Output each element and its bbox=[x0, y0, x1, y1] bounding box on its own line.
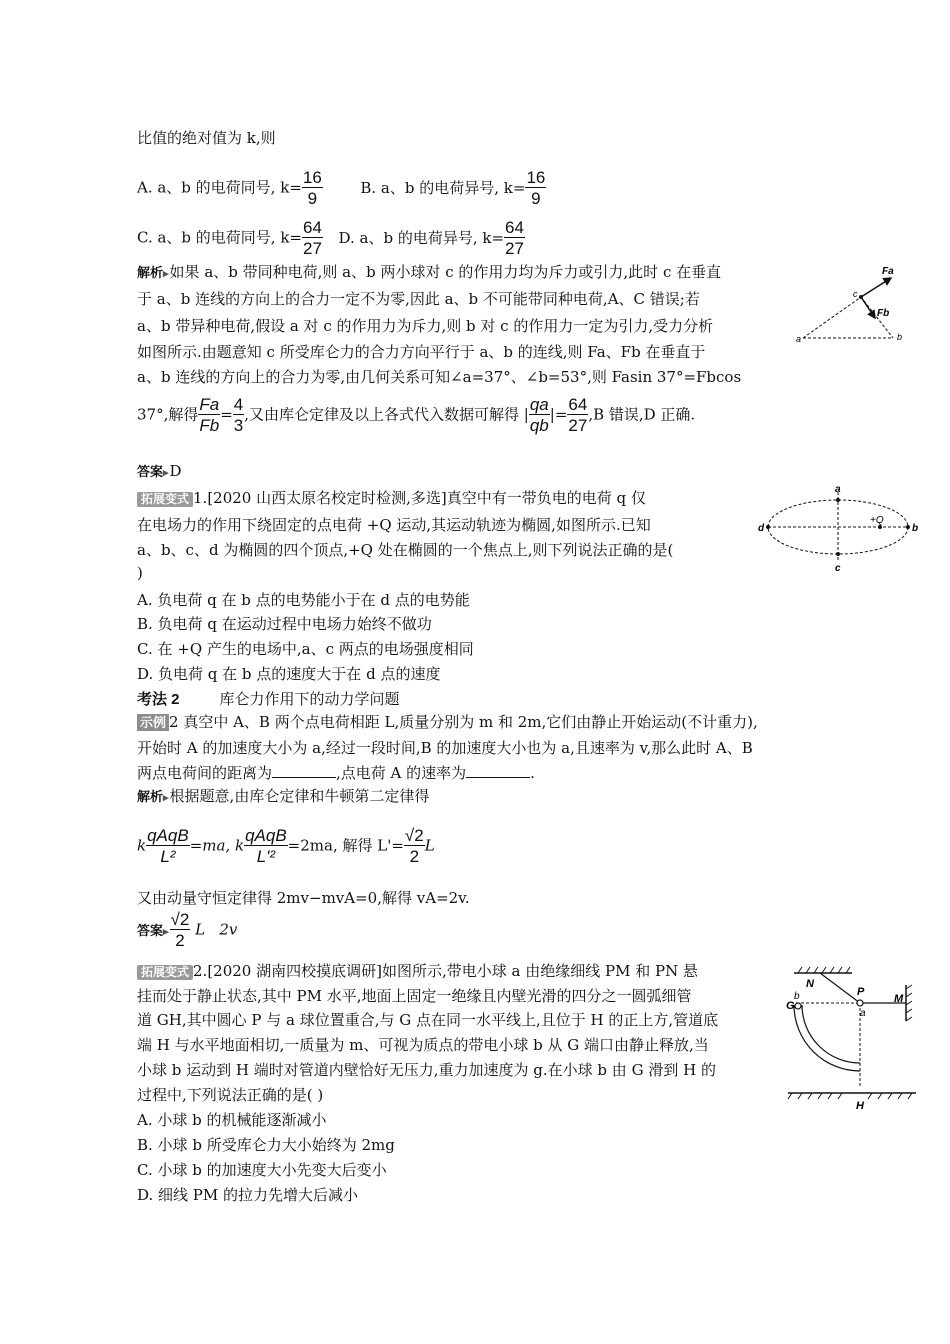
q1-option-d: D. 负电荷 q 在 b 点的速度大于在 d 点的速度 bbox=[137, 665, 441, 683]
point-a bbox=[836, 498, 840, 502]
analysis1-line2: 于 a、b 连线的方向上的合力一定不为零,因此 a、b 不可能带同种电荷,A、C 错误;若 bbox=[137, 290, 700, 308]
force-diagram bbox=[795, 262, 915, 346]
analysis1-line4: 如图所示.由题意知 c 所受库仑力的合力方向平行于 a、b 的连线,则 Fa、Fb 在垂直于 bbox=[137, 343, 706, 361]
pipe-inner bbox=[802, 1005, 860, 1063]
b-label: b bbox=[897, 332, 903, 342]
label-a: a bbox=[835, 484, 841, 495]
point-d bbox=[766, 525, 770, 529]
option-c: C. a、b 的电荷同号, k= $\frac{64}{27}$ D. a、b 的电荷异号, k= $\frac{64}{27}$ bbox=[137, 218, 524, 258]
label-q: +Q bbox=[870, 515, 884, 526]
q1-option-a: A. 负电荷 q 在 b 点的电势能小于在 d 点的电势能 bbox=[137, 591, 470, 609]
pipe-diagram bbox=[784, 965, 924, 1145]
analysis2-line3: 又由动量守恒定律得 2mv−mvA=0,解得 vA=2v. bbox=[137, 889, 470, 907]
a-label: a bbox=[796, 334, 802, 344]
ball-a bbox=[857, 1000, 863, 1006]
ex2-line2: 开始时 A 的加速度大小为 a,经过一段时间,B 的加速度大小也为 a,且速率为 v,那么此时 A、B bbox=[137, 739, 753, 757]
label-d: d bbox=[758, 523, 765, 534]
analysis2-formula: k $\frac{\text{qAqB}}{\text{L²}}$ =ma, k $\frac{\text{qAqB}}{\text{L'²}}$ =2ma, 解得 L'= $\frac{√2}{2}$ L bbox=[137, 826, 435, 866]
fb-arrow bbox=[861, 297, 875, 318]
answer2: 答案 ▸ $\frac{√2}{2}$ L 2v bbox=[137, 910, 237, 951]
analysis1-line3: a、b 带异种电荷,假设 a 对 c 的作用力为斥力,则 b 对 c 的作用力一定为引力,受力分析 bbox=[137, 317, 714, 335]
q1-line4: ) bbox=[137, 564, 143, 582]
label-a: a bbox=[860, 1008, 866, 1019]
option-a: A. a、b 的电荷同号, k= $\frac{16}{9}$ B. a、b 的电荷异号, k= $\frac{16}{9}$ bbox=[137, 168, 546, 208]
string-pn bbox=[820, 973, 860, 1003]
ex2-line1: 示例 2 真空中 A、B 两个点电荷相距 L,质量分别为 m 和 2m,它们由静止开始运动(不计重力), bbox=[137, 712, 758, 732]
label-m: M bbox=[894, 993, 904, 1005]
point-b bbox=[906, 525, 910, 529]
option-b: B. a、b 的电荷异号, k= $\frac{16}{9}$ bbox=[360, 168, 546, 208]
q1-line3: a、b、c、d 为椭圆的四个顶点,+Q 处在椭圆的一个焦点上,则下列说法正确的是( bbox=[137, 541, 674, 559]
c-label: c bbox=[853, 289, 858, 299]
label-n: N bbox=[806, 978, 814, 990]
analysis1-line1: 解析 ▸ 如果 a、b 带同种电荷,则 a、b 两小球对 c 的作用力均为斥力或引力,此时 c 在垂直 bbox=[137, 262, 721, 284]
answer-blank-2[interactable] bbox=[466, 763, 530, 778]
q2-option-b: B. 小球 b 所受库仑力大小始终为 2mg bbox=[137, 1136, 395, 1154]
fa-arrow bbox=[861, 278, 891, 297]
q2-line4: 端 H 与水平地面相切,一质量为 m、可视为质点的带电小球 b 从 G 端口由静止释放,当 bbox=[137, 1036, 709, 1054]
q1-line1: 拓展变式 1.[2020 山西太原名校定时检测,多选]真空中有一带负电的电荷 q 仅 bbox=[137, 488, 646, 508]
label-b: b bbox=[912, 523, 919, 534]
label-c: c bbox=[835, 563, 841, 574]
q2-line5: 小球 b 运动到 H 端时对管道内壁恰好无压力,重力加速度为 g.在小球 b 由 G 滑到 H 的 bbox=[137, 1061, 716, 1079]
ellipse-diagram bbox=[756, 482, 924, 574]
q2-option-d: D. 细线 PM 的拉力先增大后减小 bbox=[137, 1186, 359, 1204]
q2-line3: 道 GH,其中圆心 P 与 a 球位置重合,与 G 点在同一水平线上,且位于 H 的正上方,管道底 bbox=[137, 1011, 719, 1029]
label-p: P bbox=[857, 986, 865, 998]
answer-blank-1[interactable] bbox=[272, 763, 336, 778]
q2-line2: 挂而处于静止状态,其中 PM 水平,地面上固定一绝缘且内壁光滑的四分之一圆弧细管 bbox=[137, 987, 692, 1005]
ex2-line3: 两点电荷间的距离为 ,点电荷 A 的速率为 . bbox=[137, 764, 535, 782]
ball-b bbox=[795, 1003, 801, 1009]
fa-label: Fa bbox=[882, 266, 894, 277]
answer1: 答案 ▸ D bbox=[137, 461, 182, 483]
q2-option-c: C. 小球 b 的加速度大小先变大后变小 bbox=[137, 1161, 387, 1179]
q2-option-a: A. 小球 b 的机械能逐渐减小 bbox=[137, 1111, 327, 1129]
analysis1-line6: 37°,解得 $\frac{Fa}{Fb}$ = $\frac{4}{3}$ ,又由库仑定律及以上各式代入数据可解得 | $\frac{qa}{qb}$ |= $\frac{64}{27}$ ,B 错误,D 正确. bbox=[137, 395, 696, 435]
q1-line2: 在电场力的作用下绕固定的点电荷 +Q 运动,其运动轨迹为椭圆,如图所示.已知 bbox=[137, 516, 651, 534]
q1-option-c: C. 在 +Q 产生的电场中,a、c 两点的电场强度相同 bbox=[137, 640, 474, 658]
method2-heading: 考法 2 库仑力作用下的动力学问题 bbox=[137, 690, 400, 708]
fb-label: Fb bbox=[877, 308, 890, 319]
label-h: H bbox=[856, 1100, 864, 1112]
q2-line6: 过程中,下列说法正确的是( ) bbox=[137, 1086, 324, 1104]
intro-line: 比值的绝对值为 k,则 bbox=[137, 129, 276, 147]
q1-option-b: B. 负电荷 q 在运动过程中电场力始终不做功 bbox=[137, 615, 432, 633]
analysis1-line5: a、b 连线的方向上的合力为零,由几何关系可知∠a=37°、∠b=53°,则 Fasin 37°=Fbcos bbox=[137, 368, 742, 386]
q2-line1: 拓展变式 2.[2020 湖南四校摸底调研]如图所示,带电小球 a 由绝缘细线 PM 和 PN 悬 bbox=[137, 961, 698, 981]
pipe-outer bbox=[794, 1005, 860, 1071]
ac-line bbox=[803, 297, 861, 338]
label-g: G bbox=[786, 1000, 795, 1012]
analysis2-line1: 解析 ▸ 根据题意,由库仑定律和牛顿第二定律得 bbox=[137, 786, 429, 808]
label-b: b bbox=[794, 991, 800, 1002]
point-c bbox=[836, 552, 840, 556]
option-d: D. a、b 的电荷异号, k= $\frac{64}{27}$ bbox=[338, 218, 524, 258]
